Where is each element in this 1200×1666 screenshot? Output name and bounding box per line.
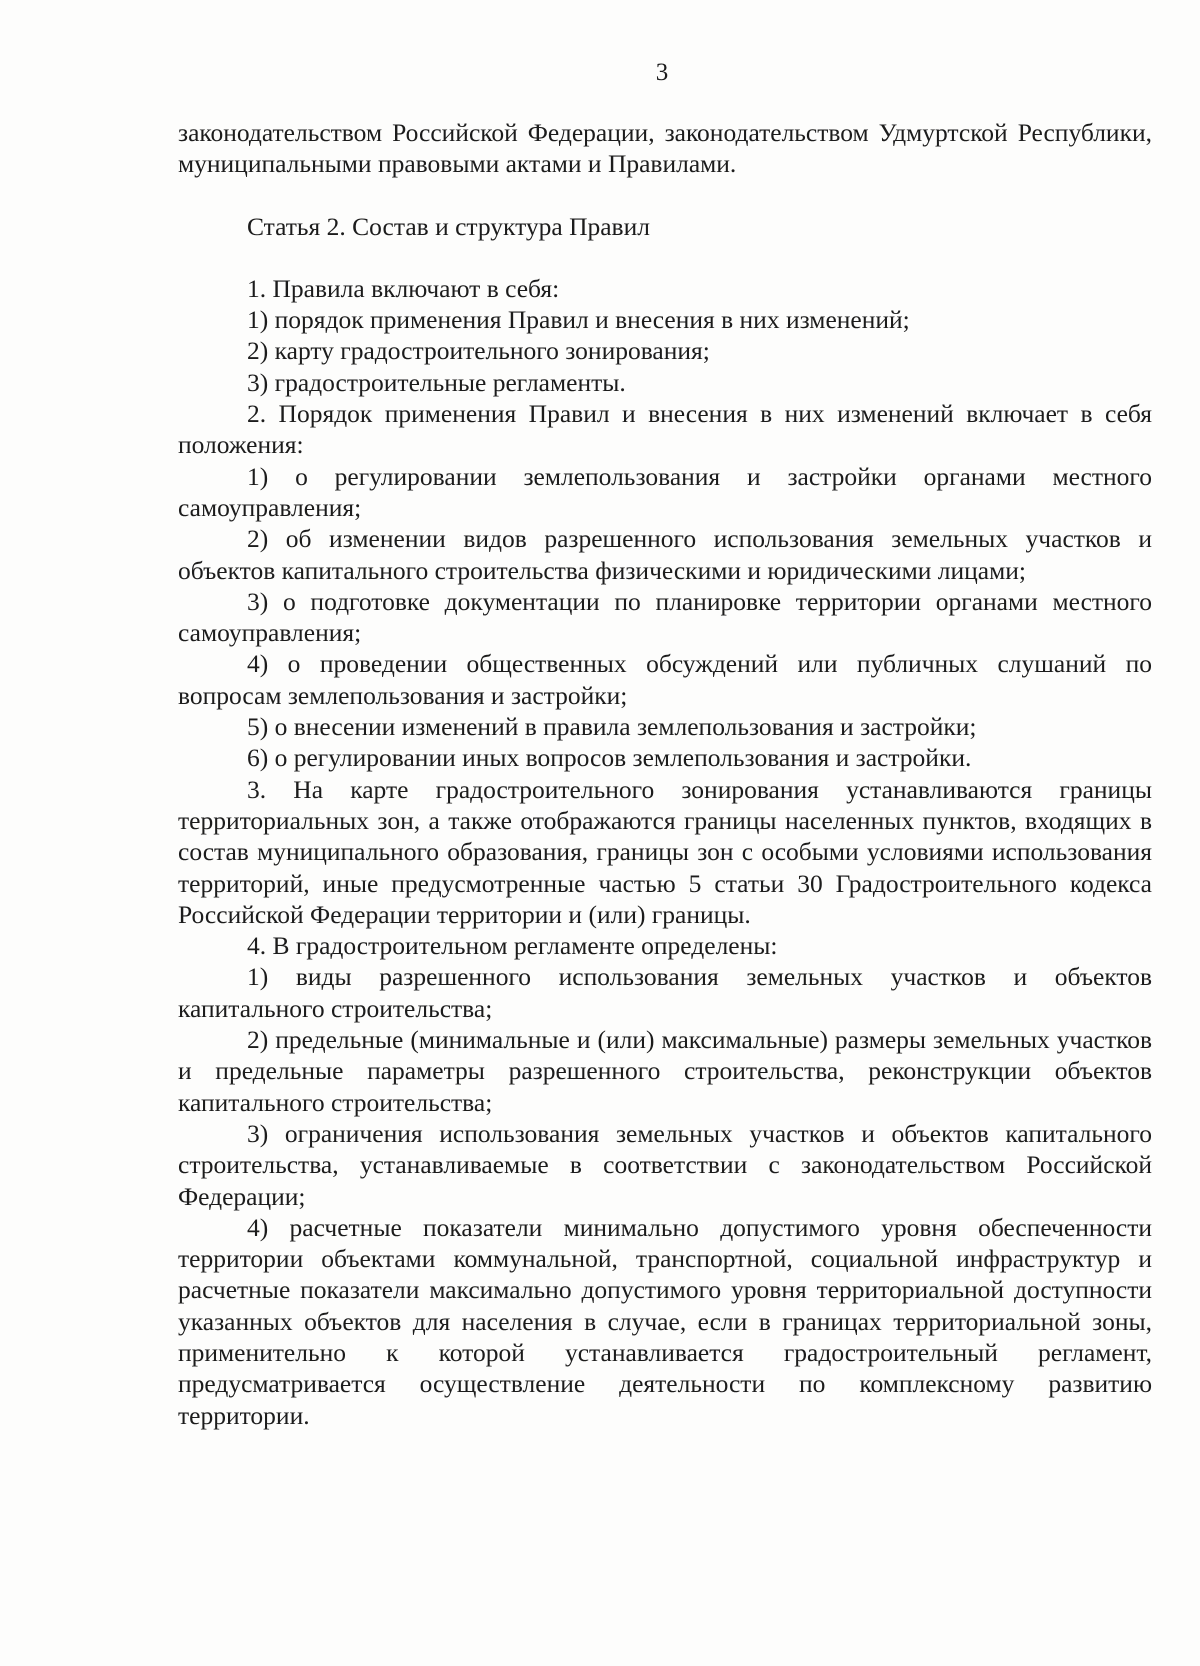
paragraph-1: 1. Правила включают в себя:	[247, 273, 560, 303]
paragraph-4-item-2: 2) предельные (минимальные и (или) максимальные) размеры земельных участков и предельные параметры разрешенного строительства, реконструкции объектов капитального строительства;	[178, 1025, 1152, 1117]
paragraph-2: 2. Порядок применения Правил и внесения в них изменений включает в себя положения:	[178, 399, 1152, 460]
paragraph-1-item-3: 3) градостроительные регламенты.	[247, 367, 626, 397]
paragraph-2-item-2: 2) об изменении видов разрешенного использования земельных участков и объектов капитального строительства физическими и юридическими лицами;	[178, 524, 1152, 585]
paragraph-4-item-3: 3) ограничения использования земельных участков и объектов капитального строительства, устанавливаемые в соответствии с законодательством Российской Федерации;	[178, 1118, 1152, 1211]
continuation-paragraph: законодательством Российской Федерации, законодательством Удмуртской Республики, муниципальными правовыми актами и Правилами.	[178, 118, 1152, 179]
paragraph-4-item-4: 4) расчетные показатели минимально допустимого уровня обеспеченности территории объектами коммунальной, транспортной, социальной инфраструктур и расчетные показатели максимально допустимого уровня территориальной доступности указанных объектов для населения в случае, если в границах территориальной зоны, применительно к которой устанавливается градостроительный регламент, предусматривается осуществление деятельности по комплексному развитию территории.	[178, 1212, 1152, 1430]
article-heading: Статья 2. Состав и структура Правил	[247, 211, 650, 241]
paragraph-2-item-4: 4) о проведении общественных обсуждений или публичных слушаний по вопросам землепользования и застройки;	[178, 649, 1152, 710]
paragraph-4-item-1: 1) виды разрешенного использования земельных участков и объектов капитального строительства;	[178, 962, 1152, 1023]
paragraph-2-item-3: 3) о подготовке документации по планировке территории органами местного самоуправления;	[178, 586, 1152, 648]
paragraph-1-item-1: 1) порядок применения Правил и внесения в них изменений;	[247, 305, 910, 335]
paragraph-2-item-6: 6) о регулировании иных вопросов землепользования и застройки.	[247, 743, 972, 773]
paragraph-2-item-1: 1) о регулировании землепользования и застройки органами местного самоуправления;	[178, 461, 1152, 522]
paragraph-3: 3. На карте градостроительного зонирования устанавливаются границы территориальных зон, а также отображаются границы населенных пунктов, входящих в состав муниципального образования, границы зон с особыми условиями использования территорий, иные предусмотренные частью 5 статьи 30 Градостроительного кодекса Российской Федерации территории и (или) границы.	[178, 774, 1152, 929]
paragraph-2-item-5: 5) о внесении изменений в правила землепользования и застройки;	[247, 712, 977, 742]
paragraph-1-item-2: 2) карту градостроительного зонирования;	[247, 336, 710, 366]
paragraph-4: 4. В градостроительном регламенте определены:	[247, 931, 778, 961]
page-number: 3	[655, 59, 669, 86]
document-body	[178, 117, 1152, 1431]
